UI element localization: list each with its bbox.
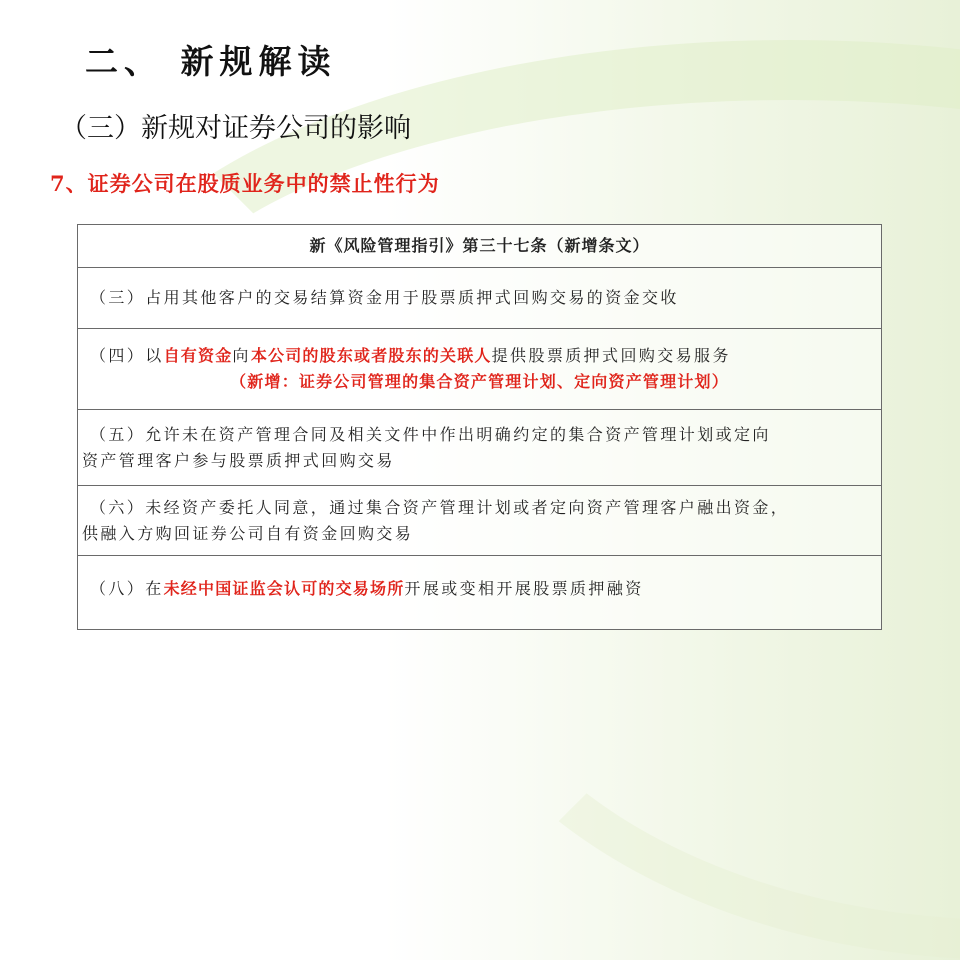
row-text: 资产管理客户参与股票质押式回购交易 xyxy=(82,451,395,470)
highlight-text: 未经中国证监会认可的交易场所 xyxy=(163,579,405,598)
section-title: 7、证券公司在股质业务中的禁止性行为 xyxy=(50,171,440,196)
row-text: 供融入方购回证券公司自有资金回购交易 xyxy=(82,524,414,543)
table-header: 新《风险管理指引》第三十七条（新增条文） xyxy=(309,236,650,255)
row-suffix: 提供股票质押式回购交易服务 xyxy=(491,346,731,365)
row-text: （六）未经资产委托人同意，通过集合资产管理计划或者定向资产管理客户融出资金， xyxy=(90,498,790,517)
row-note: （新增：证券公司管理的集合资产管理计划、定向资产管理计划） xyxy=(230,372,729,391)
table-row xyxy=(78,267,881,328)
rules-table xyxy=(77,224,882,630)
table-row xyxy=(78,409,881,485)
highlight-text: 本公司的股东或者股东的关联人 xyxy=(250,346,492,365)
table-row xyxy=(78,555,881,629)
highlight-text: 自有资金 xyxy=(163,346,233,365)
slide-heading: 二、 新规解读 xyxy=(85,42,337,81)
row-text: 向 xyxy=(232,346,251,365)
table-row xyxy=(78,485,881,555)
row-text: （五）允许未在资产管理合同及相关文件中作出明确约定的集合资产管理计划或定向 xyxy=(90,425,771,444)
row-prefix: （八）在 xyxy=(90,579,164,598)
row-prefix: （四）以 xyxy=(90,346,164,365)
row-text: （三）占用其他客户的交易结算资金用于股票质押式回购交易的资金交收 xyxy=(90,288,679,307)
row-suffix: 开展或变相开展股票质押融资 xyxy=(404,579,644,598)
slide-subheading: （三）新规对证券公司的影响 xyxy=(60,113,411,144)
table-row xyxy=(78,328,881,409)
